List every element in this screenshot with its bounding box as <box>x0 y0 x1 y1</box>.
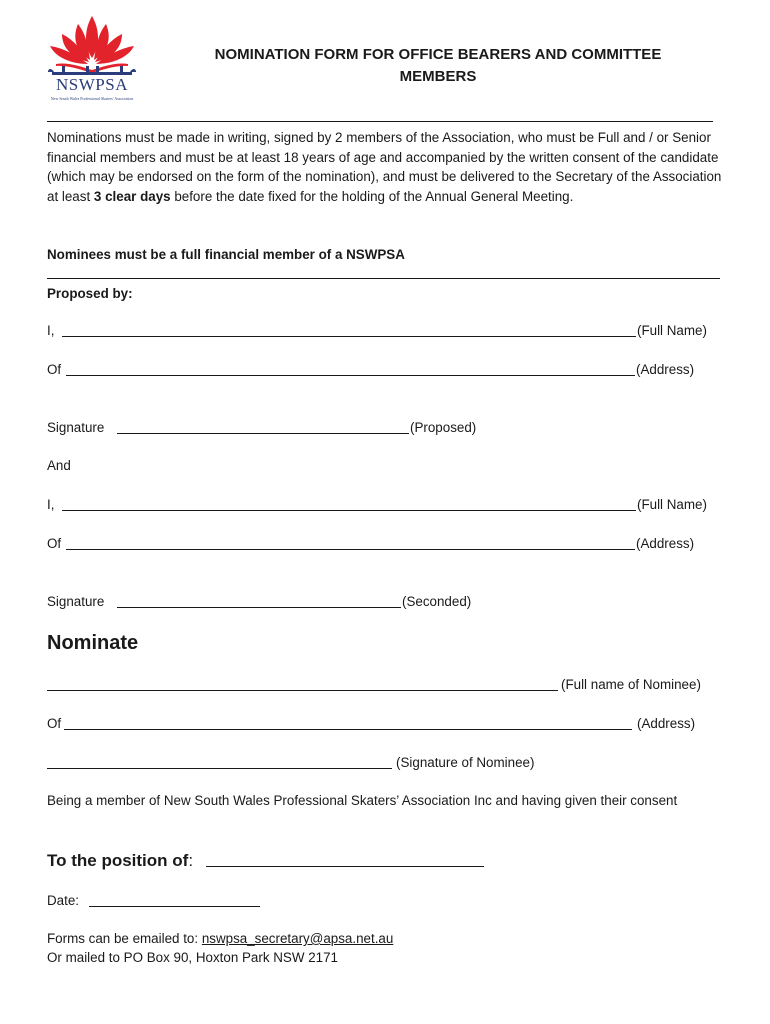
proposer-signature-prefix: Signature <box>47 420 105 435</box>
nominee-of-prefix: Of <box>47 716 62 731</box>
position-heading: To the position of <box>47 851 189 870</box>
seconder-signature-field[interactable] <box>117 607 401 608</box>
title-line-2: MEMBERS <box>399 68 477 85</box>
seconder-address-field[interactable] <box>66 549 635 550</box>
seconder-signature-label: (Seconded) <box>402 594 472 609</box>
nominee-signature-field[interactable] <box>47 768 392 769</box>
nominee-signature-label: (Signature of Nominee) <box>396 755 535 770</box>
nominee-full-name-label: (Full name of Nominee) <box>561 677 701 692</box>
nswpsa-logo <box>42 12 142 104</box>
intro-paragraph <box>47 128 727 206</box>
proposer-of-prefix: Of <box>47 362 62 377</box>
title-divider <box>47 121 713 122</box>
position-field[interactable] <box>206 866 484 867</box>
section-divider <box>47 278 720 279</box>
proposed-by-heading: Proposed by: <box>47 286 133 301</box>
proposer-full-name-field[interactable] <box>62 336 636 337</box>
proposer-signature-field[interactable] <box>117 433 409 434</box>
lotus-flower-icon <box>42 12 142 78</box>
proposer-address-label: (Address) <box>636 362 695 377</box>
proposer-full-name-label: (Full Name) <box>637 323 707 338</box>
seconder-signature-prefix: Signature <box>47 594 105 609</box>
seconder-full-name-label: (Full Name) <box>637 497 707 512</box>
page-title <box>160 44 716 88</box>
date-field[interactable] <box>89 906 260 907</box>
seconder-i-prefix: I, <box>47 497 55 512</box>
seconder-of-prefix: Of <box>47 536 62 551</box>
position-heading-line <box>47 850 193 872</box>
proposer-address-field[interactable] <box>66 375 635 376</box>
email-prefix: Forms can be emailed to: <box>47 931 202 946</box>
intro-text-2: before the date fixed for the holding of the Annual General Meeting. <box>170 188 574 204</box>
and-text: And <box>47 458 71 473</box>
intro-bold-days: 3 clear days <box>93 188 171 204</box>
position-colon: : <box>188 851 194 870</box>
intro-text-1: Nominations must be made in writing, signed by 2 members of the Association, who must be Full and / or Senior financial members and must be at least 18 years of age and accompanied by the written consent of the candidate (which may be endorsed on the form of the nomination), and must be delivered to the Secretary of the Association at least <box>47 130 722 204</box>
proposer-signature-label: (Proposed) <box>410 420 477 435</box>
seconder-address-label: (Address) <box>636 536 695 551</box>
nominate-heading: Nominate <box>47 632 139 654</box>
nominee-address-label: (Address) <box>637 716 696 731</box>
proposer-i-prefix: I, <box>47 323 55 338</box>
mail-address-line: Or mailed to PO Box 90, Hoxton Park NSW 2171 <box>47 950 338 965</box>
secretary-email-link[interactable]: nswpsa_secretary@apsa.net.au <box>201 931 394 946</box>
title-line-1: NOMINATION FORM FOR OFFICE BEARERS AND COMMITTEE <box>214 46 662 63</box>
nominee-address-field[interactable] <box>64 729 632 730</box>
logo-subtitle: New South Wales Professional Skaters' Association <box>50 96 134 101</box>
seconder-full-name-field[interactable] <box>62 510 636 511</box>
email-line <box>47 930 393 948</box>
logo-wordmark: NSWPSA <box>56 75 128 94</box>
nominee-requirement: Nominees must be a full financial member of a NSWPSA <box>47 247 405 262</box>
nominee-full-name-field[interactable] <box>47 690 558 691</box>
member-statement: Being a member of New South Wales Professional Skaters’ Association Inc and having given their consent <box>47 793 678 808</box>
date-label: Date: <box>47 893 80 908</box>
